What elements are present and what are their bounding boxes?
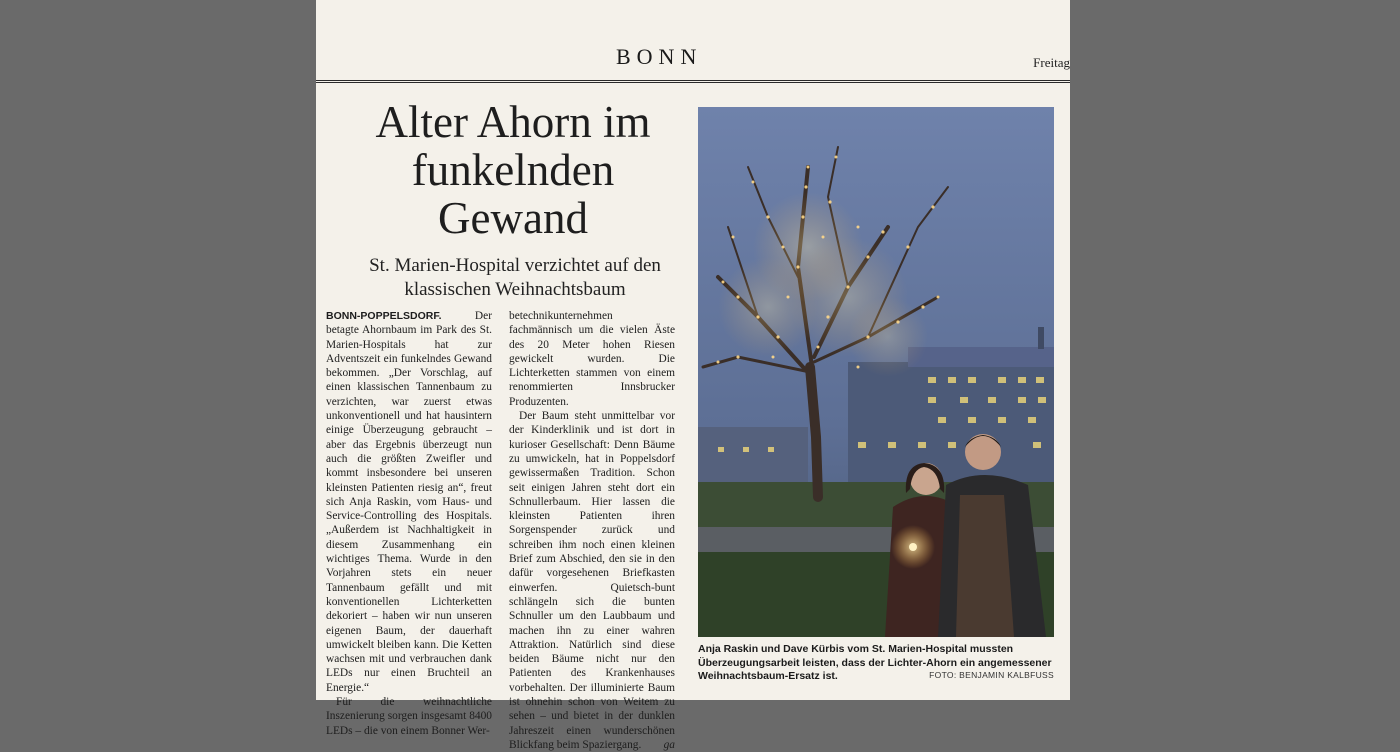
paragraph-text: Der Baum steht unmittelbar vor der Kinderklinik und ist dort in kurioser Gesellschaft: Denn Bäume zu umwickeln, hat in Poppelsdorf gewissermaßen Tradition. Schon seit einigen Jahren steht dort ein Schnullerbaum. Hier lassen die kleinsten Patienten ihren Sorgenspender zurück und schreiben ihm noch einen kleinen Brief zum Abschied, den sie in den dafür vorgesehenen Briefkasten einwerfen. Quietsch-bunt schlängeln sich die bunten Schnuller um den Laubbaum und machen ihn zu einer wahren Attraktion. Natürlich sind diese beiden Bäume nicht nur den Patienten des Krankenhauses vorbehalten. Der illuminierte Baum ist ohnehin schon von Weitem zu sehen – und bietet in der dunklen Jahreszeit einen wunderschönen Blickfang beim Spaziergang. xyxy=(509,410,675,751)
article-headline: Alter Ahorn im funkelnden Gewand xyxy=(375,97,651,243)
photo-caption: Anja Raskin und Dave Kürbis vom St. Marien-Hospital mussten Überzeugungsarbeit leisten, dass der Lichter-Ahorn ein angemessener Weihnachtsbaum-Ersatz ist. xyxy=(698,643,1052,682)
article-paragraph: Für die weihnachtliche Inszenierung sorgen insgesamt 8400 LEDs – die von einem Bonner Wer- xyxy=(326,696,492,737)
photo-illustration xyxy=(698,107,1054,637)
article-column-1 xyxy=(326,309,492,738)
article-paragraph: betechnikunternehmen fachmännisch um die vielen Äste des 20 Meter hohen Riesen gewickelt wurden. Die Lichterketten stammen von einem renommierten Innsbrucker Produzenten. xyxy=(509,310,675,408)
article-photo xyxy=(698,107,1054,637)
section-title: BONN xyxy=(616,44,703,69)
dateline: BONN-POPPELSDORF. xyxy=(326,310,442,322)
page-header xyxy=(316,0,1070,83)
article-column-2 xyxy=(509,309,675,752)
newspaper-page xyxy=(316,0,1070,751)
author-initials: ga xyxy=(663,738,675,751)
photo-credit: FOTO: BENJAMIN KALBFUSS xyxy=(929,670,1054,680)
paragraph-text: Der betagte Ahornbaum im Park des St. Marien-Hospitals hat zur Adventszeit ein funkelndes Gewand bekommen. „Der Vorschlag, auf einen klassischen Tannenbaum zu verzichten, war zuerst etwas unkonventionell und hat hausintern einige Überzeugung gebraucht – aber das Ergebnis überzeugt nun auch die größten Zweifler und kommt insbesondere bei unseren kleinsten Patienten riesig an“, freut sich Anja Raskin, vom Haus- und Service-Controlling des Hospitals. „Außerdem ist Nachhaltigkeit in diesem Zusammenhang ein wichtiges Thema. Wurde in den Vorjahren stets ein neuer Tannenbaum gefällt und mit konventionellen Lichterketten dekoriert – haben wir nun unseren eigenen Baum, der dauerhaft umwickelt bleiben kann. Die Ketten wachsen mit und verbrauchen dank LEDs nur einen Bruchteil an Energie.“ xyxy=(326,310,492,694)
article-subheadline: St. Marien-Hospital verzichtet auf den klassischen Weihnachtsbaum xyxy=(369,255,661,300)
article-paragraph xyxy=(326,309,492,695)
article-paragraph xyxy=(509,409,675,752)
header-date: Freitag xyxy=(1033,55,1070,70)
